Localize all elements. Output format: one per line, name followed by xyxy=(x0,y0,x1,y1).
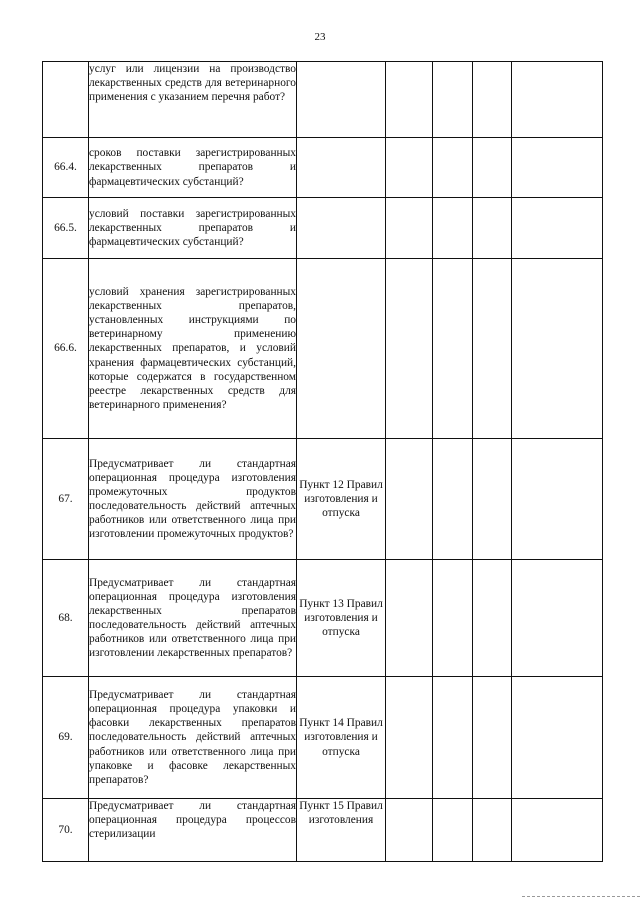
notes-cell xyxy=(512,62,603,138)
table-row xyxy=(43,198,603,259)
answer-no-cell xyxy=(433,198,473,259)
answer-no-cell xyxy=(433,677,473,799)
page-number: 23 xyxy=(314,31,326,43)
table-row xyxy=(43,560,603,677)
question-text: услуг или лицензии на производство лекарственных средств для ветеринарного применения с указанием перечня работ? xyxy=(89,62,297,138)
answer-na-cell xyxy=(473,259,512,439)
notes-cell xyxy=(512,198,603,259)
reference-cell xyxy=(297,138,386,198)
answer-na-cell xyxy=(473,560,512,677)
answer-na-cell xyxy=(473,138,512,198)
table-row xyxy=(43,138,603,198)
item-number: 69. xyxy=(43,677,89,799)
table-row xyxy=(43,62,603,138)
notes-cell xyxy=(512,677,603,799)
answer-no-cell xyxy=(433,560,473,677)
item-number: 66.4. xyxy=(43,138,89,198)
reference-cell: Пункт 13 Правил изготовления и отпуска xyxy=(297,560,386,677)
item-number: 66.6. xyxy=(43,259,89,439)
question-text: условий хранения зарегистрированных лекарственных препаратов, установленных инструкциями по ветеринарному применению лекарственных препаратов, и условий хранения фармацевтических субстанций, которые содержатся в государственном реестре лекарственных средств для ветеринарного применения? xyxy=(89,259,297,439)
item-number: 66.5. xyxy=(43,198,89,259)
question-text: условий поставки зарегистрированных лекарственных препаратов и фармацевтических субстанций? xyxy=(89,198,297,259)
answer-yes-cell xyxy=(386,439,433,560)
notes-cell xyxy=(512,138,603,198)
item-number: 68. xyxy=(43,560,89,677)
answer-no-cell xyxy=(433,138,473,198)
table-row xyxy=(43,799,603,862)
question-text: Предусматривает ли стандартная операционная процедура процессов стерилизации xyxy=(89,799,297,862)
notes-cell xyxy=(512,439,603,560)
answer-na-cell xyxy=(473,198,512,259)
answer-no-cell xyxy=(433,799,473,862)
notes-cell xyxy=(512,799,603,862)
table-row xyxy=(43,259,603,439)
answer-na-cell xyxy=(473,799,512,862)
scan-edge-mark xyxy=(522,896,640,905)
reference-cell xyxy=(297,198,386,259)
question-text: Предусматривает ли стандартная операционная процедура упаковки и фасовки лекарственных препаратов последовательность действий аптечных работников или ответственного лица при упаковке и фасовке лекарственных препаратов? xyxy=(89,677,297,799)
answer-yes-cell xyxy=(386,677,433,799)
answer-na-cell xyxy=(473,677,512,799)
answer-yes-cell xyxy=(386,799,433,862)
answer-yes-cell xyxy=(386,198,433,259)
table-row xyxy=(43,677,603,799)
answer-yes-cell xyxy=(386,560,433,677)
reference-cell: Пункт 15 Правил изготовления xyxy=(297,799,386,862)
question-text: Предусматривает ли стандартная операционная процедура изготовления промежуточных продуктов последовательность действий аптечных работников или ответственного лица при изготовлении промежуточных продуктов? xyxy=(89,439,297,560)
item-number xyxy=(43,62,89,138)
answer-no-cell xyxy=(433,62,473,138)
answer-yes-cell xyxy=(386,62,433,138)
notes-cell xyxy=(512,560,603,677)
reference-cell xyxy=(297,259,386,439)
item-number: 67. xyxy=(43,439,89,560)
answer-no-cell xyxy=(433,439,473,560)
notes-cell xyxy=(512,259,603,439)
answer-yes-cell xyxy=(386,138,433,198)
answer-na-cell xyxy=(473,439,512,560)
answer-yes-cell xyxy=(386,259,433,439)
reference-cell: Пункт 12 Правил изготовления и отпуска xyxy=(297,439,386,560)
reference-cell: Пункт 14 Правил изготовления и отпуска xyxy=(297,677,386,799)
answer-na-cell xyxy=(473,62,512,138)
reference-cell xyxy=(297,62,386,138)
question-text: сроков поставки зарегистрированных лекарственных препаратов и фармацевтических субстанций? xyxy=(89,138,297,198)
checklist-table xyxy=(42,61,603,862)
table-row xyxy=(43,439,603,560)
item-number: 70. xyxy=(43,799,89,862)
question-text: Предусматривает ли стандартная операционная процедура изготовления лекарственных препаратов последовательность действий аптечных работников или ответственного лица при изготовлении лекарственных препаратов? xyxy=(89,560,297,677)
answer-no-cell xyxy=(433,259,473,439)
